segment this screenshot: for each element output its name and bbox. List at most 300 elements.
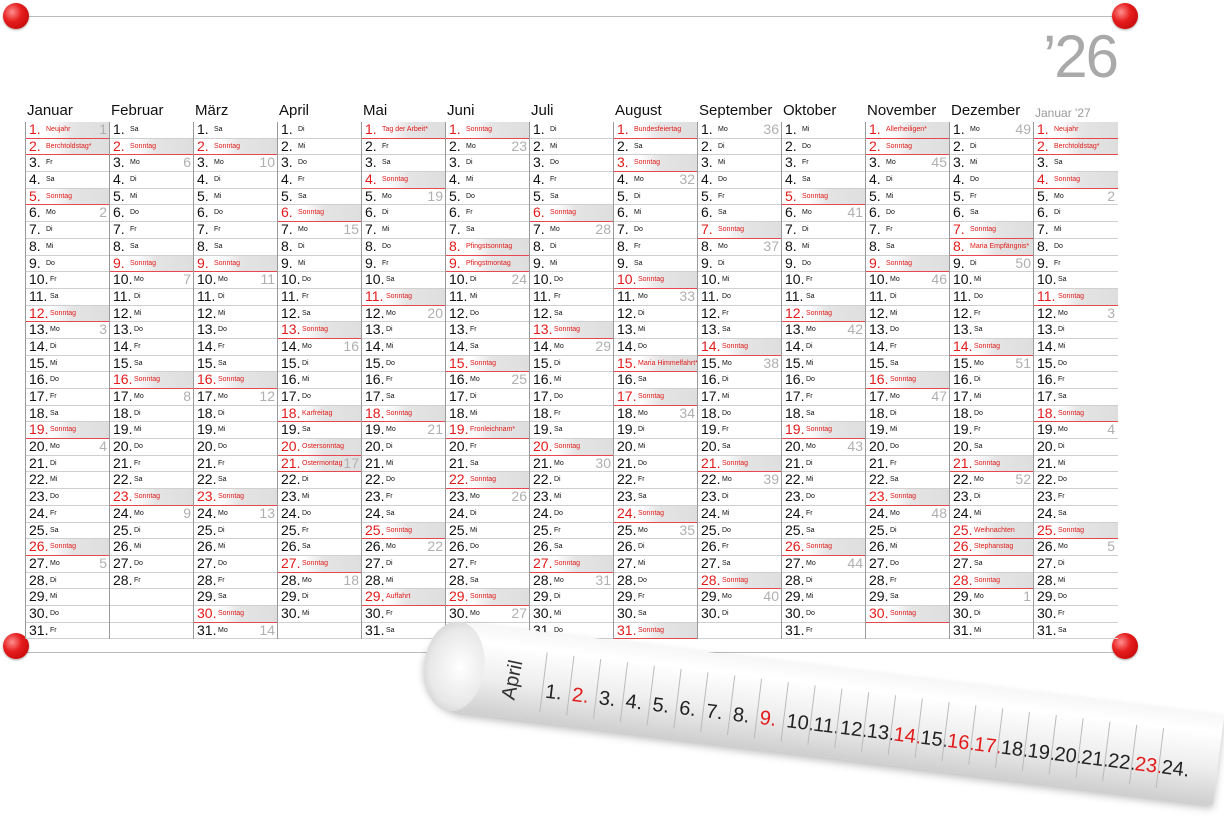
- day-cell: [278, 339, 362, 356]
- day-number: 28.: [617, 571, 637, 588]
- rolled-poster: [416, 618, 1224, 833]
- day-cell: [278, 172, 362, 189]
- day-cell: [866, 122, 950, 139]
- weekday-label: Mo: [890, 509, 900, 517]
- day-cell: [1034, 122, 1118, 139]
- weekday-label: Sonntag: [130, 259, 157, 267]
- day-cell: [110, 205, 194, 222]
- day-number: 24.: [29, 504, 49, 521]
- weekday-label: Mi: [974, 509, 982, 517]
- week-number: 30: [595, 454, 611, 471]
- weekday-label: Do: [974, 409, 983, 417]
- weekday-label: Fr: [974, 309, 981, 317]
- day-cell: [530, 239, 614, 256]
- day-number: 5.: [197, 187, 209, 204]
- weekday-label: Di: [1054, 209, 1061, 217]
- day-number: 25.: [533, 521, 553, 538]
- day-number: 19.: [617, 421, 637, 438]
- week-number: 38: [763, 354, 779, 371]
- day-number: 23.: [1037, 488, 1057, 505]
- weekday-label: Mi: [50, 593, 58, 601]
- day-number: 27.: [197, 554, 217, 571]
- week-number: 43: [847, 438, 863, 455]
- day-cell: [110, 606, 194, 623]
- day-cell: [950, 339, 1034, 356]
- day-number: 17.: [29, 388, 49, 404]
- day-number: 13.: [365, 321, 385, 338]
- day-cell: [698, 205, 782, 222]
- day-number: 13.: [701, 321, 721, 338]
- day-number: 6.: [281, 204, 293, 221]
- weekday-label: Fr: [1058, 493, 1065, 501]
- day-number: 21.: [29, 454, 49, 471]
- day-number: 3.: [701, 154, 713, 171]
- day-number: 5.: [701, 187, 713, 204]
- day-cell: [614, 289, 698, 306]
- day-number: 13.: [281, 321, 301, 338]
- weekday-label: Mo: [890, 276, 900, 284]
- day-cell: [782, 472, 866, 489]
- day-number: 12.: [365, 304, 385, 321]
- weekday-label: Do: [806, 493, 815, 501]
- day-cell: [194, 506, 278, 523]
- day-cell: [698, 256, 782, 273]
- weekday-label: Mo: [46, 209, 56, 217]
- day-cell: [614, 372, 698, 389]
- day-cell: [614, 456, 698, 473]
- weekday-label: Mo: [1058, 543, 1068, 551]
- weekday-label: Do: [134, 443, 143, 451]
- day-cell: [194, 489, 278, 506]
- day-cell: [110, 189, 194, 206]
- weekday-label: Fr: [890, 576, 897, 584]
- day-number: 8.: [449, 237, 461, 254]
- weekday-label: Do: [890, 559, 899, 567]
- day-cell: [26, 272, 110, 289]
- day-number: 15.: [617, 354, 637, 371]
- day-cell: [278, 389, 362, 406]
- day-number: 7.: [449, 221, 461, 238]
- day-number: 10.: [365, 271, 385, 288]
- weekday-label: Mo: [806, 559, 816, 567]
- day-cell: [446, 322, 530, 339]
- week-number: 4: [99, 438, 107, 455]
- day-cell: [530, 322, 614, 339]
- weekday-label: Do: [634, 226, 643, 234]
- day-cell: [782, 306, 866, 323]
- day-number: 5.: [113, 187, 125, 204]
- day-number: 7.: [1037, 221, 1049, 238]
- day-cell: [614, 389, 698, 406]
- day-cell: [194, 523, 278, 540]
- day-cell: [1034, 489, 1118, 506]
- day-number: 5.: [281, 187, 293, 204]
- weekday-label: Do: [554, 393, 563, 400]
- day-number: 9.: [533, 254, 545, 271]
- weekday-label: Sa: [46, 176, 55, 184]
- day-cell: [530, 372, 614, 389]
- day-cell: [782, 623, 866, 640]
- day-number: 2.: [869, 137, 881, 154]
- day-cell: [950, 422, 1034, 439]
- weekday-label: Do: [1054, 242, 1063, 250]
- day-cell: [782, 389, 866, 406]
- day-number: 20.: [533, 438, 553, 455]
- week-number: 9: [183, 504, 191, 521]
- day-number: 1.: [449, 121, 461, 137]
- day-number: 21.: [365, 454, 385, 471]
- weekday-label: Sa: [554, 309, 563, 317]
- weekday-label: Mo: [382, 192, 392, 200]
- day-number: 6.: [197, 204, 209, 221]
- day-number: 24.: [113, 504, 133, 521]
- day-cell: [950, 356, 1034, 373]
- day-cell: [278, 489, 362, 506]
- weekday-label: Mo: [722, 476, 732, 484]
- week-number: 49: [1015, 121, 1031, 137]
- week-number: 34: [679, 404, 695, 421]
- day-cell: [1034, 172, 1118, 189]
- weekday-label: Do: [638, 342, 647, 350]
- weekday-label: Mo: [470, 493, 480, 501]
- day-number: 18.: [869, 404, 889, 421]
- day-number: 29.: [29, 588, 49, 605]
- day-number: 7.: [29, 221, 41, 238]
- weekday-label: Fr: [638, 476, 645, 484]
- roll-day-cell: [1156, 728, 1190, 791]
- weekday-label: Mi: [550, 142, 558, 150]
- day-number: 23.: [953, 488, 973, 505]
- day-cell: [278, 606, 362, 623]
- day-number: 18.: [281, 404, 301, 421]
- day-cell: [530, 389, 614, 406]
- day-number: 1.: [113, 121, 125, 137]
- day-cell: [26, 122, 110, 139]
- day-number: 21.: [785, 454, 805, 471]
- weekday-label: Sonntag: [890, 493, 917, 501]
- day-number: 1.: [869, 121, 881, 137]
- weekday-label: Di: [806, 576, 813, 584]
- weekday-label: Mi: [634, 209, 642, 217]
- day-cell: [530, 422, 614, 439]
- day-cell: [194, 172, 278, 189]
- day-number: 12.: [701, 304, 721, 321]
- day-number: 10.: [29, 271, 49, 288]
- day-cell: [614, 139, 698, 156]
- week-number: 13: [259, 504, 275, 521]
- day-number: 8.: [701, 237, 713, 254]
- day-cell: [866, 222, 950, 239]
- weekday-label: Di: [218, 409, 225, 417]
- weekday-label: Sa: [970, 209, 979, 217]
- weekday-label: Sa: [302, 543, 311, 551]
- day-number: 29.: [197, 588, 217, 605]
- weekday-label: Sa: [302, 426, 311, 434]
- weekday-label: Mi: [722, 276, 730, 284]
- day-cell: [110, 389, 194, 406]
- day-number: 4.: [953, 171, 965, 188]
- day-cell: [698, 456, 782, 473]
- weekday-label: Do: [890, 326, 899, 334]
- day-number: 18.: [785, 404, 805, 421]
- weekday-label: Sa: [806, 409, 815, 417]
- day-number: 20.: [869, 438, 889, 455]
- day-cell: [26, 239, 110, 256]
- day-cell: [950, 506, 1034, 523]
- weekday-label: Sonntag: [970, 226, 997, 234]
- weekday-label: Mo: [718, 242, 728, 250]
- weekday-label: Di: [638, 426, 645, 434]
- day-cell: [446, 272, 530, 289]
- weekday-label: Sa: [1058, 393, 1067, 400]
- weekday-label: Sa: [974, 326, 983, 334]
- month-name: Juli: [531, 102, 554, 119]
- day-number: 11.: [1037, 287, 1056, 304]
- weekday-label: Fr: [722, 426, 729, 434]
- day-number: 2.: [281, 137, 293, 154]
- day-cell: [278, 139, 362, 156]
- day-number: 27.: [365, 554, 385, 571]
- weekday-label: Sonntag: [1058, 409, 1085, 417]
- weekday-label: Di: [970, 259, 977, 267]
- day-number: 7.: [281, 221, 293, 238]
- day-cell: [950, 406, 1034, 423]
- day-cell: [782, 205, 866, 222]
- pin-top-left: [3, 3, 29, 29]
- day-cell: [530, 489, 614, 506]
- day-cell: [194, 472, 278, 489]
- weekday-label: Sa: [50, 292, 59, 300]
- weekday-label: Mo: [50, 559, 60, 567]
- weekday-label: Fr: [134, 342, 141, 350]
- day-cell: [110, 239, 194, 256]
- day-cell: [530, 406, 614, 423]
- day-number: 28.: [953, 571, 973, 588]
- day-number: 5.: [29, 187, 41, 204]
- day-cell: [530, 456, 614, 473]
- weekday-label: Do: [974, 292, 983, 300]
- weekday-label: Di: [554, 593, 561, 601]
- day-cell: [278, 239, 362, 256]
- day-number: 28.: [197, 571, 217, 588]
- day-number: 23.: [869, 488, 889, 505]
- day-number: 6.: [533, 204, 545, 221]
- weekday-label: Mi: [46, 242, 54, 250]
- day-cell: [362, 205, 446, 222]
- day-number: 25.: [701, 521, 721, 538]
- day-cell: [1034, 372, 1118, 389]
- day-number: 16.: [197, 371, 217, 388]
- weekday-label: Do: [218, 326, 227, 334]
- day-number: 22.: [281, 471, 301, 488]
- day-number: 19.: [29, 421, 49, 438]
- day-number: 12.: [785, 304, 805, 321]
- weekday-label: Di: [802, 226, 809, 234]
- weekday-label: Di: [46, 226, 53, 234]
- day-number: 26.: [113, 538, 133, 555]
- day-cell: [782, 155, 866, 172]
- day-number: 20.: [953, 438, 973, 455]
- weekday-label: Di: [550, 126, 557, 133]
- weekday-label: Mo: [554, 459, 564, 467]
- week-number: 10: [259, 154, 275, 171]
- day-number: 22.: [113, 471, 133, 488]
- day-cell: [110, 539, 194, 556]
- day-number: 1.: [1037, 121, 1049, 137]
- weekday-label: Mo: [974, 359, 984, 367]
- day-number: 9.: [449, 254, 461, 271]
- day-number: 9.: [365, 254, 377, 271]
- weekday-label: Do: [302, 276, 311, 284]
- day-number: 31.: [785, 621, 805, 638]
- day-number: 17.: [197, 388, 217, 404]
- weekday-label: Fr: [806, 393, 813, 400]
- day-number: 7.: [533, 221, 545, 238]
- day-number: 11.: [785, 287, 804, 304]
- day-cell: [110, 573, 194, 590]
- week-number: 25: [511, 371, 527, 388]
- day-cell: [950, 556, 1034, 573]
- day-number: 24.: [197, 504, 217, 521]
- weekday-label: Mo: [134, 393, 144, 400]
- day-cell: [950, 122, 1034, 139]
- day-number: 3.: [365, 154, 377, 171]
- day-number: 28.: [533, 571, 553, 588]
- week-number: 29: [595, 337, 611, 354]
- day-number: 6.: [785, 204, 797, 221]
- day-cell: [950, 472, 1034, 489]
- day-cell: [446, 406, 530, 423]
- weekday-label: Di: [718, 142, 725, 150]
- day-cell: [362, 239, 446, 256]
- weekday-label: Sonntag: [974, 576, 1001, 584]
- day-cell: [362, 472, 446, 489]
- weekday-label: Di: [382, 209, 389, 217]
- weekday-label: Sa: [386, 276, 395, 284]
- day-cell: [698, 573, 782, 590]
- day-cell: [614, 189, 698, 206]
- day-cell: [866, 506, 950, 523]
- weekday-label: Sonntag: [218, 609, 245, 617]
- weekday-label: Do: [470, 543, 479, 551]
- day-number: 23.: [281, 488, 301, 505]
- day-number: 29.: [281, 588, 301, 605]
- weekday-label: Mi: [974, 626, 982, 634]
- day-number: 16.: [617, 371, 637, 388]
- weekday-label: Sa: [386, 509, 395, 517]
- weekday-label: Sonntag: [50, 309, 77, 317]
- day-cell: [950, 306, 1034, 323]
- day-cell: [614, 589, 698, 606]
- weekday-label: Do: [970, 176, 979, 184]
- day-number: 14.: [449, 337, 469, 354]
- weekday-label: Fr: [890, 459, 897, 467]
- day-cell: [362, 339, 446, 356]
- day-number: 20.: [617, 438, 637, 455]
- day-cell: [26, 172, 110, 189]
- day-cell: [446, 472, 530, 489]
- weekday-label: Sa: [554, 426, 563, 434]
- day-cell: [698, 272, 782, 289]
- roll-day-number: 10.: [785, 710, 816, 736]
- week-number: 21: [427, 421, 443, 438]
- weekday-label: Sa: [466, 226, 475, 234]
- week-number: 3: [1107, 304, 1115, 321]
- day-cell: [866, 239, 950, 256]
- day-cell: [866, 139, 950, 156]
- day-number: 1.: [533, 121, 545, 137]
- day-cell: [698, 422, 782, 439]
- weekday-label: Mi: [298, 259, 306, 267]
- weekday-label: Fr: [466, 209, 473, 217]
- weekday-label: Di: [298, 126, 305, 133]
- weekday-label: Sonntag: [1058, 292, 1085, 300]
- day-cell: [530, 272, 614, 289]
- weekday-label: Sa: [50, 409, 59, 417]
- day-cell: [194, 539, 278, 556]
- month-name: September: [699, 102, 773, 119]
- weekday-label: Fr: [382, 259, 389, 267]
- day-cell: [278, 356, 362, 373]
- week-number: 12: [259, 388, 275, 404]
- weekday-label: Mo: [554, 342, 564, 350]
- weekday-label: Fr: [638, 593, 645, 601]
- day-number: 6.: [449, 204, 461, 221]
- day-cell: [782, 523, 866, 540]
- day-cell: [1034, 506, 1118, 523]
- day-cell: [614, 222, 698, 239]
- day-cell: [866, 339, 950, 356]
- weekday-label: Sonntag: [802, 192, 829, 200]
- day-cell: [26, 589, 110, 606]
- weekday-label: Fr: [1054, 259, 1061, 267]
- weekday-label: Mo: [470, 376, 480, 384]
- day-cell: [698, 472, 782, 489]
- day-cell: [782, 573, 866, 590]
- weekday-label: Sa: [382, 159, 391, 167]
- day-cell: [110, 322, 194, 339]
- day-cell: [26, 155, 110, 172]
- day-cell: [866, 439, 950, 456]
- weekday-label: Sonntag: [638, 393, 665, 400]
- day-cell: [614, 573, 698, 590]
- day-cell: [110, 222, 194, 239]
- day-number: 28.: [1037, 571, 1057, 588]
- weekday-label: Di: [134, 292, 141, 300]
- weekday-label: Mi: [298, 142, 306, 150]
- day-number: 2.: [1037, 137, 1049, 154]
- week-number: 8: [183, 388, 191, 404]
- day-cell: [950, 189, 1034, 206]
- day-number: 15.: [785, 354, 805, 371]
- day-cell: [362, 172, 446, 189]
- day-number: 30.: [197, 604, 217, 621]
- day-cell: [866, 205, 950, 222]
- roll-day-number: 23.: [1133, 753, 1164, 779]
- day-cell: [1034, 289, 1118, 306]
- weekday-label: Mi: [382, 226, 390, 234]
- day-cell: [1034, 589, 1118, 606]
- week-number: 51: [1015, 354, 1031, 371]
- day-cell: [866, 356, 950, 373]
- weekday-label: Do: [722, 292, 731, 300]
- day-number: 6.: [113, 204, 125, 221]
- weekday-label: Sa: [550, 192, 559, 200]
- day-number: 8.: [953, 237, 965, 254]
- day-cell: [446, 139, 530, 156]
- day-number: 25.: [281, 521, 301, 538]
- weekday-label: Fr: [886, 226, 893, 234]
